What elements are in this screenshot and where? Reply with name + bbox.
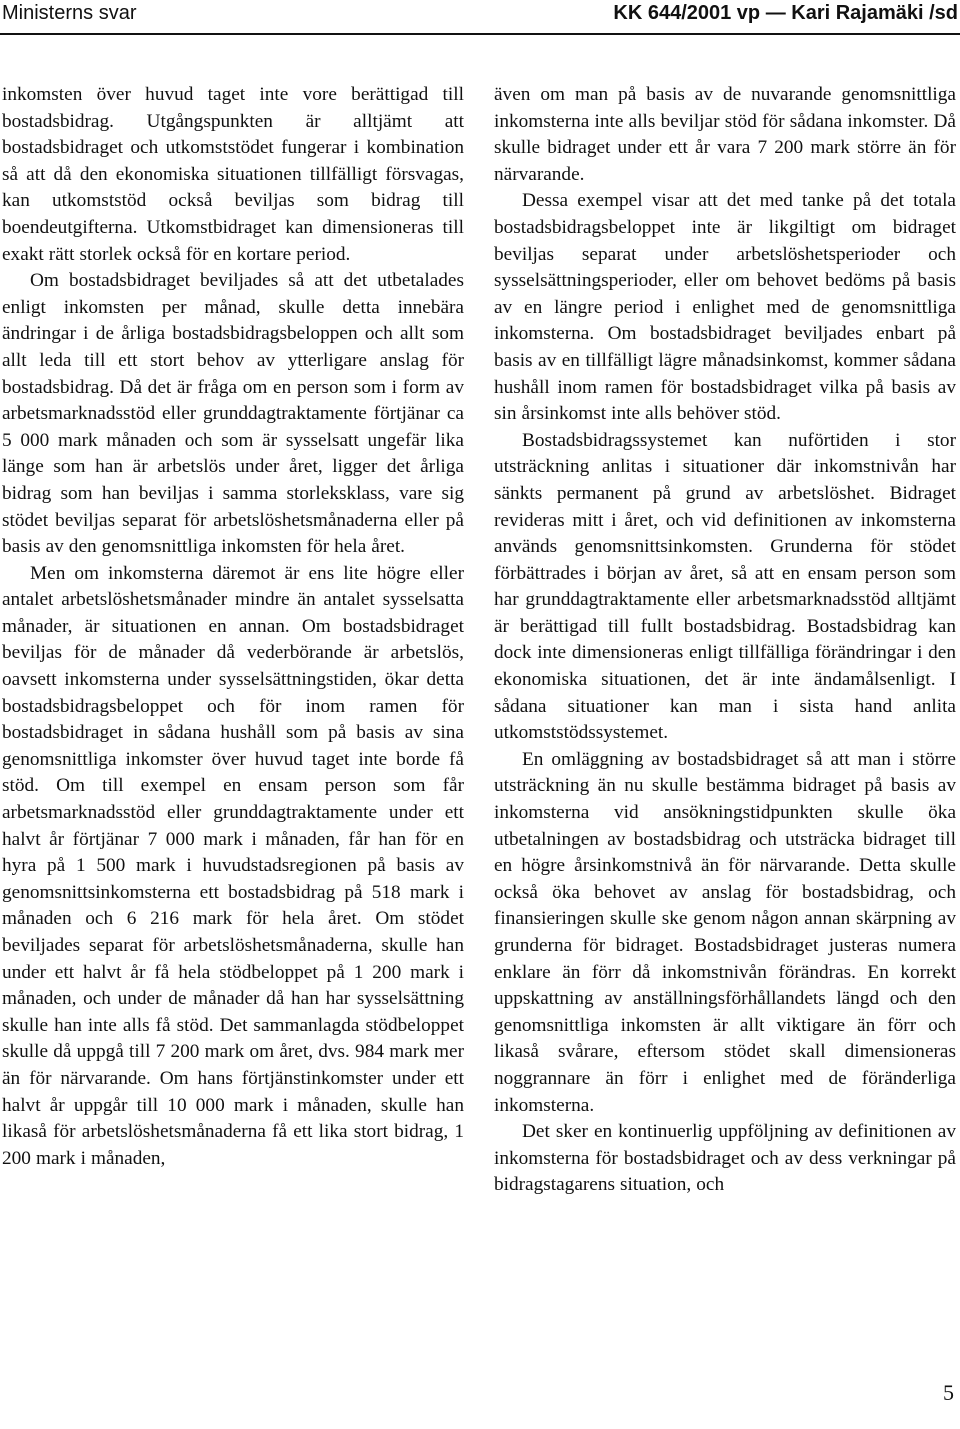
page-number: 5 xyxy=(943,1380,954,1405)
header-document-reference: KK 644/2001 vp — Kari Rajamäki /sd xyxy=(613,2,958,24)
paragraph: En omläggning av bostadsbidraget så att man i större utsträckning än nu skulle bestämma bidraget på basis av inkomsterna vid ansökningstidpunkten skulle öka utbetalningen av bostadsbidrag och utsträcka bidraget till en högre årsinkomstnivå än för närvarande. Detta skulle också öka behovet av anslag för bostadsbidrag, och finansieringen skulle ske genom någon annan skärpning av grunderna för bidraget. Bostadsbidraget justeras numera enklare än förr då inkomstnivån förändras. En korrekt uppskattning av anställningsförhållandets längd och den genomsnittliga inkomsten är allt viktigare än förr och likaså svårare, eftersom stödet skall dimensioneras noggrannare än förr i enlighet med de föränderliga inkomsterna. xyxy=(494,748,956,1116)
page-header xyxy=(0,0,960,34)
paragraph: även om man på basis av de nuvarande genomsnittliga inkomsterna inte alls beviljar stöd för sådana inkomster. Då skulle bidraget under ett år vara 7 200 mark större än för närvarande. xyxy=(494,84,956,185)
header-section-title: Ministerns svar xyxy=(2,2,137,24)
paragraph: Dessa exempel visar att det med tanke på det totala bostadsbidragsbeloppet inte är likgiltigt om bidraget beviljas separat under arbetslöshetsperioder och sysselsättningsperioder, eller om behovet bedöms på basis av en längre period i enlighet med de genomsnittliga inkomsterna. Om bostadsbidraget beviljades enbart på basis av en tillfälligt lägre månadsinkomst, kommer sådana hushåll inom ramen för bostadsbidraget vilka på basis av sin årsinkomst inte alls behöver stöd. xyxy=(494,190,956,425)
paragraph: Det sker en kontinuerlig uppföljning av definitionen av inkomsterna för bostadsbidraget och av dess verkningar på bidragstagarens situation, och xyxy=(494,1121,956,1196)
paragraph: Bostadsbidragssystemet kan nuförtiden i stor utsträckning anlitas i situationer där inkomstnivån har sänkts permanent på grund av arbetslöshet. Bidraget revideras mitt i året, och vid definitionen av inkomsterna används genomsnittsinkomsten. Grunderna för stödet förbättrades i början av året, så att en ensam person som har grunddagtraktamente eller arbetsmarknadsstöd alltjämt är berättigad till fullt bostadsbidrag. Bostadsbidrag kan dock inte dimensioneras enligt tillfälliga förändringar i den ekonomiska situationen, det är inte ändamålsenligt. I sådana situationer kan man i sista hand anlita utkomststödssystemet. xyxy=(494,429,956,744)
paragraph: inkomsten över huvud taget inte vore berättigad till bostadsbidrag. Utgångspunkten är alltjämt att bostadsbidraget och utkomststödet fungerar i kombination så att då den ekonomiska situationen tillfälligt försvagas, kan utkomststöd också beviljas som bidrag till boendeutgifterna. Utkomstbidraget kan dimensioneras till exakt rätt storlek också för en kortare period. xyxy=(2,84,464,265)
paragraph: Om bostadsbidraget beviljades så att det utbetalades enligt inkomsten per månad, skulle detta innebära ändringar i de årliga bostadsbidragsbeloppen och allt som allt leda till ett stort behov av ytterligare anslag för bostadsbidrag. Då det är fråga om en person som i form av arbetsmarknadsstöd eller grunddagtraktamente förtjänar ca 5 000 mark månaden och som är sysselsatt ungefär lika länge som han är arbetslös under året, ligger det årliga bidrag som han beviljas i samma storleksklass, vare sig stödet beviljas separat för arbetslöshetsmånaderna eller på basis av den genomsnittliga inkomsten för hela året. xyxy=(2,270,464,558)
right-text-column xyxy=(494,82,956,1199)
paragraph: Men om inkomsterna däremot är ens lite högre eller antalet arbetslöshetsmånader mindre än antalet sysselsatta månader, är situationen en annan. Om bostadsbidraget beviljas för de månader då vederbörande är arbetslös, oavsett inkomsterna under sysselsättningstiden, ökar detta bostadsbidragsbeloppet och för inom ramen för bostadsbidraget in sådana hushåll som på basis av sina genomsnittliga inkomster över huvud taget inte borde få stöd. Om till exempel en ensam person som får arbetsmarknadsstöd eller grunddagtraktamente under ett halvt år förtjänar 7 000 mark i månaden, får han för en hyra på 1 500 mark i huvudstadsregionen på basis av genomsnittsinkomsterna ett bostadsbidrag på 518 mark i månaden och 6 216 mark för hela året. Om stödet beviljades separat för arbetslöshetsmånaderna, skulle han under ett halvt år få hela stödbeloppet på 1 200 mark i månaden, och under de månader då han har sysselsättning skulle han inte alls få stöd. Det sammanlagda stödbeloppet skulle då uppgå till 7 200 mark om året, dvs. 984 mark mer än för närvarande. Om hans förtjänstinkomster under ett halvt år uppgår till 10 000 mark i månaden, skulle han likaså för arbetslöshetsmånaderna få ett lika stort bidrag, 1 200 mark i månaden, xyxy=(2,562,464,1169)
left-text-column xyxy=(2,82,464,1172)
header-divider xyxy=(0,33,960,35)
